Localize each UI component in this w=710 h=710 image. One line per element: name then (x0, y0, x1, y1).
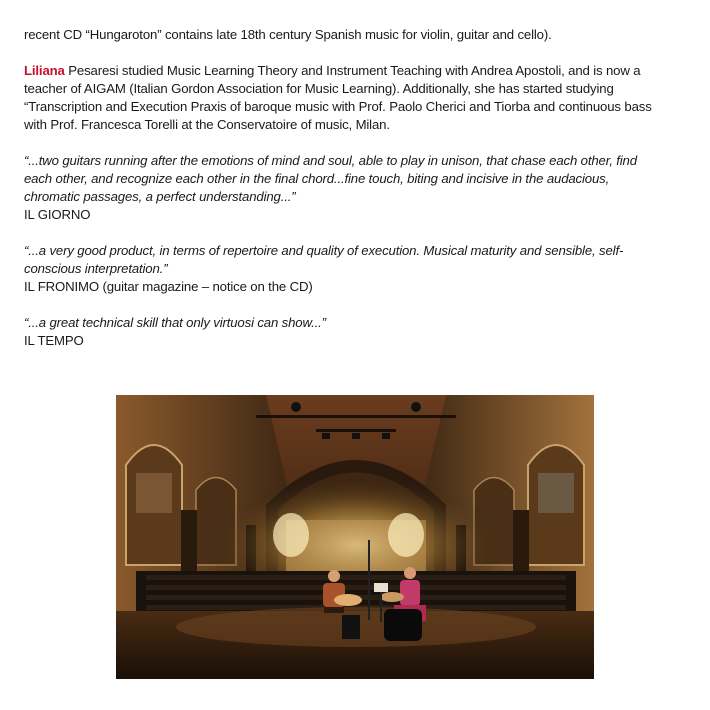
concert-hall-photo (116, 395, 594, 679)
review-source: IL FRONIMO (guitar magazine – notice on the CD) (24, 279, 313, 294)
document-body (24, 26, 664, 350)
bio-liliana-text: Pesaresi studied Music Learning Theory and Instrument Teaching with Andrea Apostoli, and is now a teacher of AIGAM (Italian Gordon Association for Music Learning). Additionally, she has started studying “Transcription and Execution Praxis of baroque music with Prof. Paolo Cherici and Tiorba and continuous bass with Prof. Francesca Torelli at the Conservatoire of music, Milan. (24, 63, 652, 132)
bio-continuation: recent CD “Hungaroton” contains late 18th century Spanish music for violin, guitar and cello). (24, 27, 552, 42)
review-quote: “...a great technical skill that only virtuosi can show...” (24, 315, 326, 330)
review-quote: “...a very good product, in terms of repertoire and quality of execution. Musical maturity and sensible, self-conscious interpretation.” (24, 243, 624, 276)
review-source: IL GIORNO (24, 207, 91, 222)
review-quote: “...two guitars running after the emotions of mind and soul, able to play in unison, that chase each other, find each other, and recognize each other in the final chord...fine touch, biting and incisive in the audacious, chromatic passages, a perfect understanding...” (24, 153, 637, 204)
bio-liliana (24, 62, 664, 134)
performer-name-liliana: Liliana (24, 63, 65, 78)
review-source: IL TEMPO (24, 333, 84, 348)
